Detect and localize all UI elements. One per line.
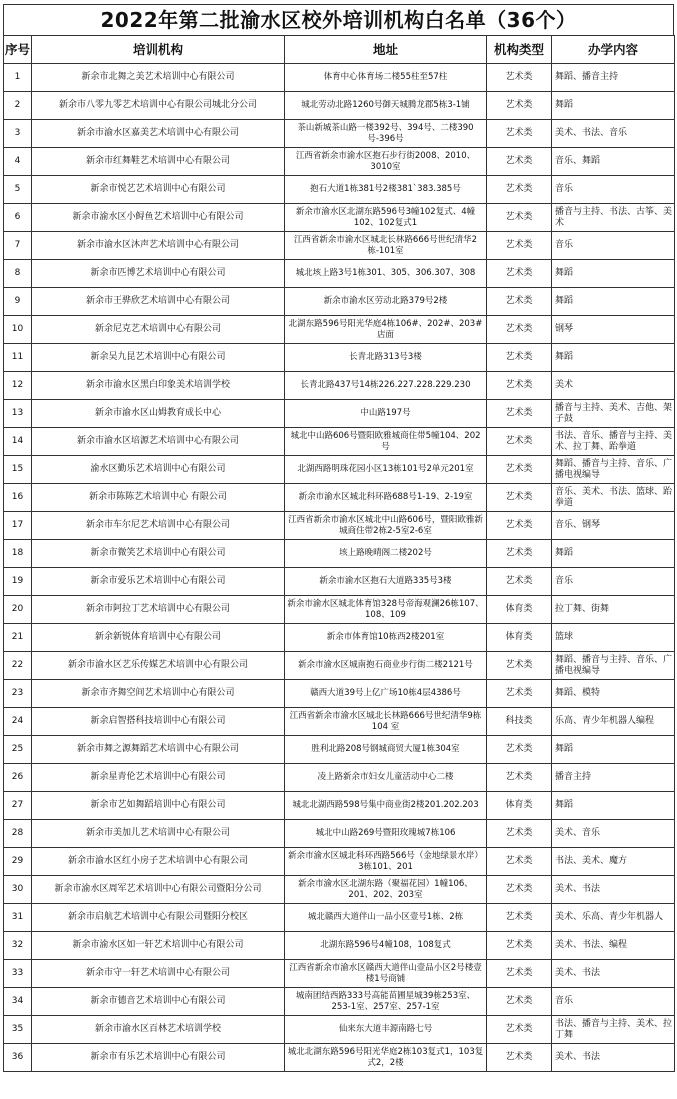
- cell-address: 凌上路新余市妇女儿童活动中心二楼: [285, 764, 487, 792]
- cell-content: 拉丁舞、街舞: [552, 596, 675, 624]
- cell-address: 体育中心体育场二楼55柱至57柱: [285, 64, 487, 92]
- cell-index: 33: [4, 960, 32, 988]
- cell-type: 艺术类: [487, 372, 552, 400]
- cell-org: 新余市红舞鞋艺术培训中心有限公司: [32, 148, 285, 176]
- cell-address: 江西省新余市渝水区抱石步行街2008、2010、3010室: [285, 148, 487, 176]
- table-row: [4, 596, 675, 624]
- table-row: [4, 988, 675, 1016]
- cell-type: 艺术类: [487, 204, 552, 232]
- table-row: [4, 372, 675, 400]
- table-row: [4, 400, 675, 428]
- cell-org: 新余市渝水区红小房子艺术培训中心有限公司: [32, 848, 285, 876]
- table-row: [4, 708, 675, 736]
- cell-index: 8: [4, 260, 32, 288]
- table-row: [4, 764, 675, 792]
- cell-type: 艺术类: [487, 820, 552, 848]
- cell-address: 新余市体育馆10栋西2楼201室: [285, 624, 487, 652]
- cell-index: 25: [4, 736, 32, 764]
- cell-org: 新余市舞之源舞蹈艺术培训中心有限公司: [32, 736, 285, 764]
- cell-type: 艺术类: [487, 652, 552, 680]
- cell-org: 新余市启航艺术培训中心有限公司暨阳分校区: [32, 904, 285, 932]
- cell-address: 赣西大道39号上亿广场10栋4层4386号: [285, 680, 487, 708]
- cell-org: 新余新锐体育培训中心有限公司: [32, 624, 285, 652]
- table-row: [4, 960, 675, 988]
- cell-type: 体育类: [487, 792, 552, 820]
- cell-content: 钢琴: [552, 316, 675, 344]
- cell-type: 艺术类: [487, 540, 552, 568]
- cell-type: 艺术类: [487, 64, 552, 92]
- cell-index: 22: [4, 652, 32, 680]
- cell-index: 12: [4, 372, 32, 400]
- cell-content: 舞蹈: [552, 92, 675, 120]
- cell-content: 美术、音乐: [552, 820, 675, 848]
- table-row: [4, 848, 675, 876]
- cell-org: 新余市守一轩艺术培训中心有限公司: [32, 960, 285, 988]
- cell-content: 播音与主持、书法、古筝、美术: [552, 204, 675, 232]
- cell-address: 江西省新余市渝水区城北长林路666号世纪清华2栋-101室: [285, 232, 487, 260]
- cell-index: 2: [4, 92, 32, 120]
- cell-type: 艺术类: [487, 400, 552, 428]
- cell-index: 7: [4, 232, 32, 260]
- cell-org: 新余市齐舞空间艺术培训中心有限公司: [32, 680, 285, 708]
- table-row: [4, 652, 675, 680]
- cell-index: 24: [4, 708, 32, 736]
- cell-address: 城北中山路269号暨阳玫瑰城7栋106: [285, 820, 487, 848]
- cell-address: 垓上路晚晴阁二楼202号: [285, 540, 487, 568]
- cell-content: 书法、美术、魔方: [552, 848, 675, 876]
- cell-type: 艺术类: [487, 148, 552, 176]
- table-row: [4, 540, 675, 568]
- cell-org: 新余市阿拉丁艺术培训中心有限公司: [32, 596, 285, 624]
- cell-index: 13: [4, 400, 32, 428]
- cell-content: 舞蹈: [552, 736, 675, 764]
- header-row: [4, 36, 675, 64]
- table-row: [4, 792, 675, 820]
- cell-type: 艺术类: [487, 1016, 552, 1044]
- cell-content: 音乐、美术、书法、篮球、跆拳道: [552, 484, 675, 512]
- cell-org: 新余市悦艺艺术培训中心有限公司: [32, 176, 285, 204]
- cell-address: 北湖西路明珠花园小区13栋101号2单元201室: [285, 456, 487, 484]
- cell-type: 艺术类: [487, 176, 552, 204]
- cell-address: 新余市渝水区城北科环西路566号（金地绿景水岸）3栋101、201: [285, 848, 487, 876]
- cell-type: 艺术类: [487, 512, 552, 540]
- table-row: [4, 1016, 675, 1044]
- cell-org: 新余市八零九零艺术培训中心有限公司城北分公司: [32, 92, 285, 120]
- table-row: [4, 232, 675, 260]
- cell-content: 音乐: [552, 232, 675, 260]
- cell-org: 新余星青伦艺术培训中心有限公司: [32, 764, 285, 792]
- cell-type: 艺术类: [487, 764, 552, 792]
- cell-content: 美术: [552, 372, 675, 400]
- cell-type: 艺术类: [487, 428, 552, 456]
- cell-org: 新余启智搭科技培训中心有限公司: [32, 708, 285, 736]
- table-row: [4, 428, 675, 456]
- cell-org: 新余吴九昆艺术培训中心有限公司: [32, 344, 285, 372]
- cell-org: 新余市渝水区沐声艺术培训中心有限公司: [32, 232, 285, 260]
- cell-address: 新余市渝水区北湖东路（聚福花园）1幢106、201、202、203室: [285, 876, 487, 904]
- cell-address: 城北北湖东路596号阳光华庭2栋103复式1，103复式2，2楼: [285, 1044, 487, 1072]
- cell-index: 23: [4, 680, 32, 708]
- cell-content: 美术、书法: [552, 960, 675, 988]
- cell-index: 15: [4, 456, 32, 484]
- cell-content: 美术、书法、音乐: [552, 120, 675, 148]
- table-row: [4, 92, 675, 120]
- cell-content: 舞蹈、模特: [552, 680, 675, 708]
- cell-index: 14: [4, 428, 32, 456]
- table-row: [4, 568, 675, 596]
- table-row: [4, 456, 675, 484]
- cell-address: 长青北路437号14栋226.227.228.229.230: [285, 372, 487, 400]
- cell-type: 艺术类: [487, 232, 552, 260]
- cell-content: 书法、播音与主持、美术、拉丁舞: [552, 1016, 675, 1044]
- table-body: [4, 64, 675, 1072]
- cell-index: 18: [4, 540, 32, 568]
- cell-address: 茶山新城茶山路一楼392号、394号、二楼390号-396号: [285, 120, 487, 148]
- cell-org: 新余市车尔尼艺术培训中心有限公司: [32, 512, 285, 540]
- cell-type: 艺术类: [487, 960, 552, 988]
- cell-index: 28: [4, 820, 32, 848]
- cell-type: 艺术类: [487, 932, 552, 960]
- cell-address: 城南团结西路333号高能苗圃星城39栋253室、253-1室、257室、257-1室: [285, 988, 487, 1016]
- table-row: [4, 120, 675, 148]
- table-row: [4, 484, 675, 512]
- cell-address: 城北北湖西路598号集中商业街2楼201.202.203: [285, 792, 487, 820]
- cell-index: 16: [4, 484, 32, 512]
- table-row: [4, 736, 675, 764]
- cell-index: 9: [4, 288, 32, 316]
- cell-org: 新余市微笑艺术培训中心有限公司: [32, 540, 285, 568]
- cell-org: 新余市北舞之美艺术培训中心有限公司: [32, 64, 285, 92]
- col-header-content: 办学内容: [552, 36, 675, 64]
- cell-type: 艺术类: [487, 736, 552, 764]
- col-header-address: 地址: [285, 36, 487, 64]
- table-row: [4, 204, 675, 232]
- table-row: [4, 316, 675, 344]
- cell-index: 4: [4, 148, 32, 176]
- page-title: 2022年第二批渝水区校外培训机构白名单（36个）: [3, 4, 674, 35]
- cell-address: 城北劳动北路1260号御天城腾龙郡5栋3-1铺: [285, 92, 487, 120]
- cell-org: 新余市渝水区周军艺术培训中心有限公司暨阳分公司: [32, 876, 285, 904]
- cell-index: 20: [4, 596, 32, 624]
- cell-content: 美术、乐高、青少年机器人: [552, 904, 675, 932]
- table-row: [4, 820, 675, 848]
- cell-org: 新余尼克艺术培训中心有限公司: [32, 316, 285, 344]
- cell-address: 新余市渝水区城北体育馆328号帝海观澜26栋107、108、109: [285, 596, 487, 624]
- cell-type: 体育类: [487, 624, 552, 652]
- cell-content: 舞蹈: [552, 260, 675, 288]
- cell-address: 长青北路313号3楼: [285, 344, 487, 372]
- cell-org: 新余市渝水区山姆教育成长中心: [32, 400, 285, 428]
- cell-content: 音乐: [552, 988, 675, 1016]
- cell-type: 艺术类: [487, 988, 552, 1016]
- cell-org: 新余市渝水区百林艺术培训学校: [32, 1016, 285, 1044]
- cell-index: 5: [4, 176, 32, 204]
- table-row: [4, 288, 675, 316]
- cell-address: 江西省新余市渝水区城北长林路666号世纪清华9栋104 室: [285, 708, 487, 736]
- cell-address: 城北垓上路3号1栋301、305、306.307、308: [285, 260, 487, 288]
- cell-org: 新余市渝水区艺乐传媒艺术培训中心有限公司: [32, 652, 285, 680]
- cell-address: 北湖东路596号4幢108，108复式: [285, 932, 487, 960]
- cell-index: 27: [4, 792, 32, 820]
- cell-index: 31: [4, 904, 32, 932]
- cell-org: 新余市渝水区培源艺术培训中心有限公司: [32, 428, 285, 456]
- cell-type: 艺术类: [487, 568, 552, 596]
- table-row: [4, 876, 675, 904]
- cell-org: 新余市陈陈艺术培训中心 有限公司: [32, 484, 285, 512]
- cell-index: 30: [4, 876, 32, 904]
- cell-content: 美术、书法: [552, 876, 675, 904]
- cell-type: 艺术类: [487, 92, 552, 120]
- cell-org: 新余市爱乐艺术培训中心有限公司: [32, 568, 285, 596]
- cell-address: 中山路197号: [285, 400, 487, 428]
- cell-index: 3: [4, 120, 32, 148]
- table-row: [4, 1044, 675, 1072]
- cell-content: 舞蹈: [552, 540, 675, 568]
- cell-org: 新余市匹博艺术培训中心有限公司: [32, 260, 285, 288]
- whitelist-table: [3, 35, 675, 1072]
- table-row: [4, 932, 675, 960]
- cell-index: 34: [4, 988, 32, 1016]
- cell-org: 新余市美加儿艺术培训中心有限公司: [32, 820, 285, 848]
- cell-address: 北湖东路596号阳光华庭4栋106#、202#、203#店面: [285, 316, 487, 344]
- cell-content: 舞蹈: [552, 344, 675, 372]
- cell-address: 新余市渝水区城南抱石商业步行街二楼2121号: [285, 652, 487, 680]
- cell-index: 11: [4, 344, 32, 372]
- cell-index: 21: [4, 624, 32, 652]
- cell-address: 江西省新余市渝水区赣西大道伴山壹品小区2号楼壹楼1号商铺: [285, 960, 487, 988]
- table-row: [4, 260, 675, 288]
- cell-address: 胜利北路208号钢城商贸大厦1栋304室: [285, 736, 487, 764]
- cell-content: 音乐: [552, 176, 675, 204]
- cell-content: 书法、音乐、播音与主持、美术、拉丁舞、跆拳道: [552, 428, 675, 456]
- table-row: [4, 512, 675, 540]
- table-row: [4, 176, 675, 204]
- cell-org: 新余市德音艺术培训中心有限公司: [32, 988, 285, 1016]
- cell-type: 艺术类: [487, 848, 552, 876]
- cell-org: 新余市艺如舞蹈培训中心有限公司: [32, 792, 285, 820]
- table-row: [4, 344, 675, 372]
- cell-type: 艺术类: [487, 1044, 552, 1072]
- cell-address: 新余市渝水区城北科环路688号1-19、2-19室: [285, 484, 487, 512]
- cell-type: 科技类: [487, 708, 552, 736]
- cell-type: 体育类: [487, 596, 552, 624]
- cell-index: 17: [4, 512, 32, 540]
- cell-content: 乐高、青少年机器人编程: [552, 708, 675, 736]
- table-row: [4, 624, 675, 652]
- cell-content: 音乐: [552, 568, 675, 596]
- cell-content: 音乐、钢琴: [552, 512, 675, 540]
- cell-address: 仙来东大道丰源南路七号: [285, 1016, 487, 1044]
- cell-index: 10: [4, 316, 32, 344]
- cell-address: 城北中山路606号暨阳欧雅城商住带5幢104、202号: [285, 428, 487, 456]
- cell-index: 29: [4, 848, 32, 876]
- cell-org: 新余市渝水区如一轩艺术培训中心有限公司: [32, 932, 285, 960]
- cell-content: 舞蹈、播音与主持、音乐、广播电视编导: [552, 456, 675, 484]
- cell-org: 新余市渝水区嘉美艺术培训中心有限公司: [32, 120, 285, 148]
- cell-org: 新余市渝水区黑白印象美术培训学校: [32, 372, 285, 400]
- cell-type: 艺术类: [487, 456, 552, 484]
- cell-type: 艺术类: [487, 876, 552, 904]
- cell-type: 艺术类: [487, 316, 552, 344]
- cell-type: 艺术类: [487, 344, 552, 372]
- table-row: [4, 680, 675, 708]
- cell-org: 新余市王骅欣艺术培训中心有限公司: [32, 288, 285, 316]
- table-row: [4, 148, 675, 176]
- cell-type: 艺术类: [487, 904, 552, 932]
- cell-content: 舞蹈、播音主持: [552, 64, 675, 92]
- cell-content: 播音与主持、美术、吉他、架子鼓: [552, 400, 675, 428]
- cell-content: 美术、书法、编程: [552, 932, 675, 960]
- cell-address: 新余市渝水区劳动北路379号2楼: [285, 288, 487, 316]
- col-header-type: 机构类型: [487, 36, 552, 64]
- cell-content: 美术、书法: [552, 1044, 675, 1072]
- cell-content: 篮球: [552, 624, 675, 652]
- cell-index: 26: [4, 764, 32, 792]
- cell-type: 艺术类: [487, 260, 552, 288]
- cell-index: 6: [4, 204, 32, 232]
- col-header-org: 培训机构: [32, 36, 285, 64]
- table-row: [4, 904, 675, 932]
- cell-type: 艺术类: [487, 120, 552, 148]
- cell-content: 舞蹈: [552, 792, 675, 820]
- cell-index: 1: [4, 64, 32, 92]
- cell-address: 城北赣西大道伴山一品小区壹号1栋、2栋: [285, 904, 487, 932]
- cell-address: 新余市渝水区抱石大道路335号3楼: [285, 568, 487, 596]
- cell-content: 音乐、舞蹈: [552, 148, 675, 176]
- cell-index: 32: [4, 932, 32, 960]
- cell-type: 艺术类: [487, 288, 552, 316]
- cell-content: 播音主持: [552, 764, 675, 792]
- cell-address: 新余市渝水区北湖东路596号3幢102复式、4幢102、102复式1: [285, 204, 487, 232]
- cell-content: 舞蹈、播音与主持、音乐、广播电视编导: [552, 652, 675, 680]
- table-row: [4, 64, 675, 92]
- cell-org: 新余市渝水区小鲟鱼艺术培训中心有限公司: [32, 204, 285, 232]
- cell-address: 抱石大道1栋381号2楼381`383.385号: [285, 176, 487, 204]
- cell-content: 舞蹈: [552, 288, 675, 316]
- cell-type: 艺术类: [487, 484, 552, 512]
- cell-index: 36: [4, 1044, 32, 1072]
- cell-org: 新余市有乐艺术培训中心有限公司: [32, 1044, 285, 1072]
- cell-index: 35: [4, 1016, 32, 1044]
- cell-address: 江西省新余市渝水区城北中山路606号，暨阳欧雅新城商住带2栋2-5室2-6室: [285, 512, 487, 540]
- cell-type: 艺术类: [487, 680, 552, 708]
- cell-index: 19: [4, 568, 32, 596]
- col-header-index: 序号: [4, 36, 32, 64]
- cell-org: 渝水区勤乐艺术培训中心有限公司: [32, 456, 285, 484]
